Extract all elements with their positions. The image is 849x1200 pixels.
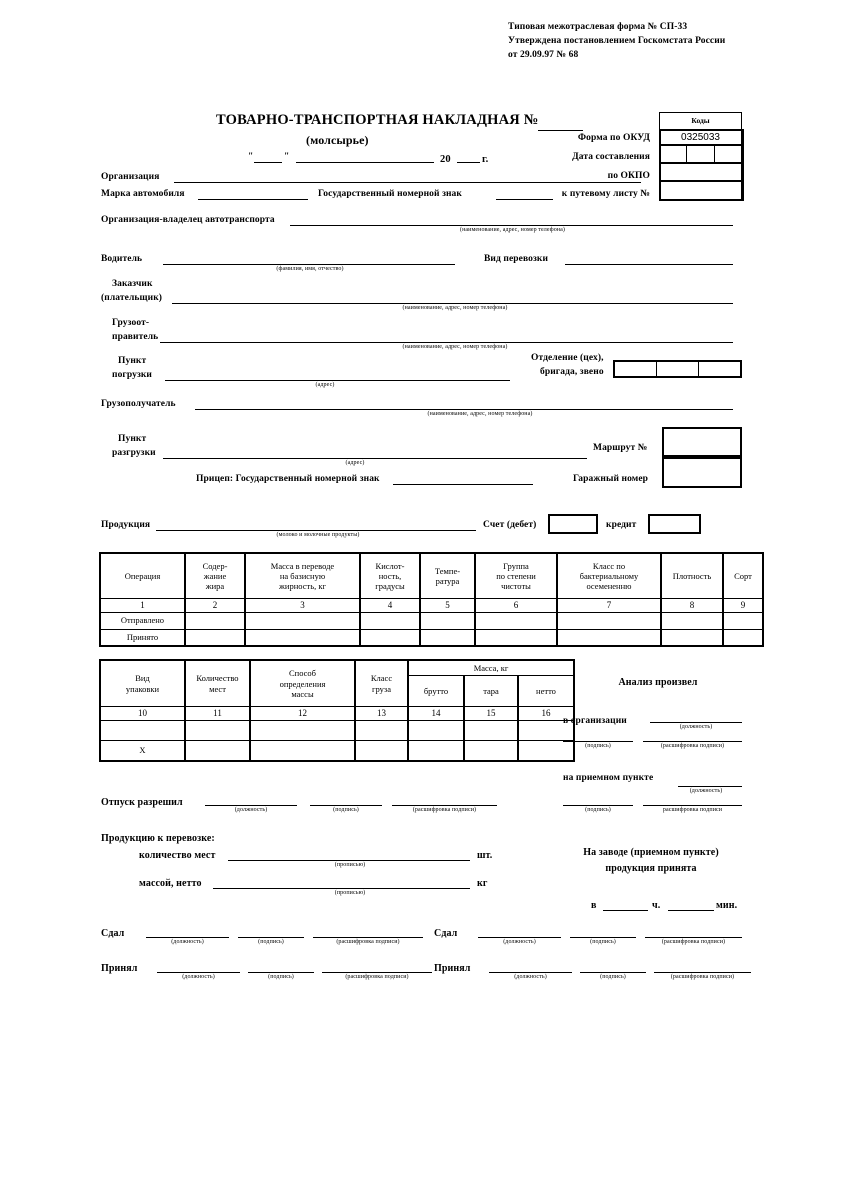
analysis-point-position-rule[interactable] bbox=[678, 786, 742, 787]
table-row[interactable] bbox=[100, 721, 574, 741]
cell[interactable] bbox=[420, 612, 475, 629]
transport-type-label: Вид перевозки bbox=[484, 254, 549, 264]
tn-15: 15 bbox=[464, 707, 518, 721]
tn-16: 16 bbox=[518, 707, 574, 721]
th-mass-group: Масса, кг bbox=[408, 660, 574, 676]
state-plate-label: Государственный номерной знак bbox=[318, 189, 462, 199]
cell[interactable] bbox=[557, 629, 661, 646]
cell[interactable] bbox=[185, 721, 250, 741]
packaging-table bbox=[99, 659, 575, 762]
date-cell-year[interactable] bbox=[715, 146, 742, 162]
okpo-label: по ОКПО bbox=[607, 171, 650, 181]
unloading-label-line2: разгрузки bbox=[112, 448, 156, 458]
operations-table-number-row bbox=[100, 598, 763, 612]
cargo-mass-input-rule[interactable] bbox=[213, 888, 470, 889]
product-input-rule[interactable] bbox=[156, 530, 476, 531]
signoff-right-received-position-hint: (должность) bbox=[514, 974, 547, 980]
department-cells[interactable] bbox=[613, 360, 742, 378]
signoff-left-received-decoding-hint: (расшифровка подписи) bbox=[345, 974, 409, 980]
release-position-rule[interactable] bbox=[205, 805, 297, 806]
cargo-mass-hint: (прописью) bbox=[334, 890, 366, 896]
date-cell-day[interactable] bbox=[659, 146, 687, 162]
cell[interactable] bbox=[661, 612, 723, 629]
accepted-hours-rule[interactable] bbox=[603, 910, 648, 911]
analysis-at-point-label: на приемном пункте bbox=[563, 773, 654, 783]
tn-5: 5 bbox=[420, 598, 475, 612]
signoff-right-received-decoding-rule[interactable] bbox=[654, 972, 751, 973]
release-signature-hint: (подпись) bbox=[333, 807, 359, 813]
th-acidity: Кислот- ность, градусы bbox=[360, 553, 420, 598]
date-day-rule bbox=[254, 162, 282, 163]
signoff-left-received-position-rule[interactable] bbox=[157, 972, 240, 973]
cell[interactable] bbox=[250, 741, 355, 761]
accepted-time-prefix: в bbox=[591, 900, 597, 911]
tn-7: 7 bbox=[557, 598, 661, 612]
garage-number-label: Гаражный номер bbox=[573, 474, 649, 484]
cell[interactable] bbox=[464, 721, 518, 741]
consignor-input-rule[interactable] bbox=[160, 342, 733, 343]
account-debit-cell[interactable] bbox=[548, 514, 598, 534]
cell[interactable] bbox=[408, 741, 464, 761]
consignor-hint: (наименование, адрес, номер телефона) bbox=[402, 344, 508, 350]
codes-table bbox=[659, 112, 742, 201]
driver-input-rule[interactable] bbox=[163, 264, 455, 265]
analysis-in-org-label: в организации bbox=[563, 716, 627, 726]
signoff-left-received-decoding-rule[interactable] bbox=[322, 972, 432, 973]
waybill-value-cell[interactable] bbox=[659, 182, 742, 201]
account-credit-cell[interactable] bbox=[648, 514, 701, 534]
date-cell-month[interactable] bbox=[687, 146, 715, 162]
packaging-mass-group-row bbox=[100, 660, 574, 676]
accepted-minutes-rule[interactable] bbox=[668, 910, 714, 911]
tn-4: 4 bbox=[360, 598, 420, 612]
cell[interactable] bbox=[723, 629, 763, 646]
cell[interactable] bbox=[360, 612, 420, 629]
table-row[interactable] bbox=[100, 612, 763, 629]
cell[interactable] bbox=[464, 741, 518, 761]
accepted-hours-label: ч. bbox=[652, 900, 661, 911]
cell[interactable] bbox=[185, 741, 250, 761]
row-label-blank[interactable] bbox=[100, 721, 185, 741]
loading-input-rule[interactable] bbox=[165, 380, 510, 381]
trailer-plate-input-rule[interactable] bbox=[393, 484, 533, 485]
signoff-left-received-signature-hint: (подпись) bbox=[268, 974, 294, 980]
customer-label-line1: Заказчик bbox=[112, 279, 153, 289]
analysis-point-position-hint: (должность) bbox=[689, 788, 723, 794]
analysis-org-signature-rule[interactable] bbox=[563, 741, 633, 742]
loading-label-line2: погрузки bbox=[112, 370, 153, 380]
okud-value: 0325033 bbox=[659, 129, 742, 146]
th-mass-method: Способ определения массы bbox=[250, 660, 355, 707]
state-plate-input-rule[interactable] bbox=[496, 199, 553, 200]
tn-6: 6 bbox=[475, 598, 557, 612]
signoff-right-handed-signature-hint: (подпись) bbox=[590, 939, 616, 945]
date-year-prefix: 20 bbox=[440, 154, 451, 165]
cell[interactable] bbox=[250, 721, 355, 741]
analysis-title: Анализ произвел bbox=[618, 677, 698, 688]
signoff-left-handed-signature-rule[interactable] bbox=[238, 937, 304, 938]
consignor-label-line1: Грузоот- bbox=[112, 318, 150, 328]
signoff-right-handed-signature-rule[interactable] bbox=[570, 937, 636, 938]
th-mass-tare: тара bbox=[464, 676, 518, 707]
cell[interactable] bbox=[408, 721, 464, 741]
driver-label: Водитель bbox=[101, 254, 143, 264]
release-decoding-hint: (расшифровка подписи) bbox=[412, 807, 477, 813]
signoff-left-handed-decoding-hint: (расшифровка подписи) bbox=[336, 939, 400, 945]
th-bacterial-class: Класс по бактериальному осемененню bbox=[557, 553, 661, 598]
th-mass-basis: Масса в переводе на базисную жирность, кг bbox=[245, 553, 360, 598]
transport-type-input-rule[interactable] bbox=[565, 264, 733, 265]
tn-3: 3 bbox=[245, 598, 360, 612]
owner-org-hint: (наименование, адрес, номер телефона) bbox=[460, 227, 565, 233]
unloading-label-line1: Пункт bbox=[118, 434, 147, 444]
customer-hint: (наименование, адрес, номер телефона) bbox=[402, 305, 508, 311]
release-signature-rule[interactable] bbox=[310, 805, 382, 806]
organization-input-rule[interactable] bbox=[174, 182, 641, 183]
th-fat-content: Содер- жание жира bbox=[185, 553, 245, 598]
th-grade: Сорт bbox=[723, 553, 763, 598]
cargo-mass-unit: кг bbox=[477, 878, 488, 889]
tn-10: 10 bbox=[100, 707, 185, 721]
route-value-cell[interactable] bbox=[662, 427, 742, 457]
analysis-point-decoding-hint: расшифровка подписи bbox=[662, 807, 723, 813]
okpo-value-cell[interactable] bbox=[659, 164, 742, 182]
analysis-point-signature-hint: (подпись) bbox=[585, 807, 611, 813]
unloading-hint: (адрес) bbox=[345, 460, 365, 466]
cargo-places-hint: (прописью) bbox=[334, 862, 366, 868]
cargo-places-unit: шт. bbox=[477, 850, 493, 861]
signoff-right-handed-decoding-rule[interactable] bbox=[645, 937, 742, 938]
form-header-line2: Утверждена постановлением Госкомстата России bbox=[508, 36, 726, 46]
signoff-right-handed-position-hint: (должность) bbox=[503, 939, 536, 945]
th-temperature: Темпе- ратура bbox=[420, 553, 475, 598]
date-quote-open: " bbox=[248, 152, 254, 162]
th-places-count: Количество мест bbox=[185, 660, 250, 707]
cell[interactable] bbox=[475, 629, 557, 646]
product-label: Продукция bbox=[101, 520, 151, 530]
department-label-line1: Отделение (цех), bbox=[531, 353, 604, 363]
tn-2: 2 bbox=[185, 598, 245, 612]
garage-number-cell[interactable] bbox=[662, 457, 742, 488]
account-credit-label: кредит bbox=[606, 520, 637, 530]
consignee-label: Грузополучатель bbox=[101, 399, 176, 409]
th-operation: Операция bbox=[100, 553, 185, 598]
driver-hint: (фамилия, имя, отчество) bbox=[276, 266, 344, 272]
cell[interactable] bbox=[557, 612, 661, 629]
row-label-sent: Отправлено bbox=[100, 612, 185, 629]
release-position-hint: (должность) bbox=[234, 807, 268, 813]
signoff-left-received-label: Принял bbox=[101, 963, 138, 974]
department-cell-2[interactable] bbox=[657, 362, 699, 376]
th-package-type: Вид упаковки bbox=[100, 660, 185, 707]
product-hint: (молоко и молочные продукты) bbox=[276, 532, 360, 538]
th-mass-net: нетто bbox=[518, 676, 574, 707]
codes-side-right bbox=[742, 129, 744, 201]
tn-11: 11 bbox=[185, 707, 250, 721]
date-quote-close: " bbox=[284, 152, 290, 162]
department-label-line2: бригада, звено bbox=[540, 367, 604, 377]
release-decoding-rule[interactable] bbox=[392, 805, 497, 806]
signoff-right-received-position-rule[interactable] bbox=[489, 972, 572, 973]
date-year-suffix: г. bbox=[482, 154, 489, 165]
owner-org-label: Организация-владелец автотранспорта bbox=[101, 215, 275, 225]
codes-caption: Коды bbox=[691, 116, 710, 125]
analysis-org-signature-hint: (подпись) bbox=[585, 743, 611, 749]
analysis-org-decoding-rule[interactable] bbox=[643, 741, 742, 742]
signoff-right-handed-decoding-hint: (расшифровка подписи) bbox=[661, 939, 726, 945]
date-year-rule bbox=[457, 162, 480, 163]
signoff-left-handed-position-hint: (должность) bbox=[171, 939, 204, 945]
unloading-input-rule[interactable] bbox=[163, 458, 587, 459]
th-mass-gross: брутто bbox=[408, 676, 464, 707]
cell[interactable] bbox=[245, 629, 360, 646]
tn-13: 13 bbox=[355, 707, 408, 721]
customer-input-rule[interactable] bbox=[172, 303, 733, 304]
form-header-line1: Типовая межотраслевая форма № СП-33 bbox=[508, 22, 688, 32]
analysis-point-decoding-rule[interactable] bbox=[643, 805, 742, 806]
signoff-left-handed-signature-hint: (подпись) bbox=[258, 939, 284, 945]
cell[interactable] bbox=[475, 612, 557, 629]
signoff-left-handed-decoding-rule[interactable] bbox=[313, 937, 423, 938]
tn-1: 1 bbox=[100, 598, 185, 612]
analysis-org-decoding-hint: (расшифровка подписи) bbox=[660, 743, 725, 749]
table-row[interactable] bbox=[100, 741, 574, 761]
department-cell-1[interactable] bbox=[615, 362, 657, 376]
signoff-left-received-position-hint: (должность) bbox=[182, 974, 215, 980]
date-compiled-label: Дата составления bbox=[572, 152, 650, 162]
page-title: ТОВАРНО-ТРАНСПОРТНАЯ НАКЛАДНАЯ № bbox=[216, 112, 539, 128]
accepted-line2: продукция принята bbox=[605, 863, 697, 874]
cargo-places-input-rule[interactable] bbox=[228, 860, 470, 861]
customer-label-line2: (плательщик) bbox=[101, 293, 163, 303]
accepted-line1: На заводе (приемном пункте) bbox=[583, 847, 719, 858]
cell[interactable] bbox=[185, 629, 245, 646]
car-brand-label: Марка автомобиля bbox=[101, 189, 185, 199]
date-month-rule bbox=[296, 162, 434, 163]
consignor-label-line2: правитель bbox=[112, 332, 159, 342]
date-compiled-cells[interactable] bbox=[659, 146, 742, 164]
signoff-left-handed-position-rule[interactable] bbox=[146, 937, 229, 938]
account-debit-label: Счет (дебет) bbox=[483, 520, 537, 530]
th-density: Плотность bbox=[661, 553, 723, 598]
row-label-received: Принято bbox=[100, 629, 185, 646]
waybill-label: к путевому листу № bbox=[561, 189, 650, 199]
owner-org-input-rule[interactable] bbox=[290, 225, 733, 226]
trailer-plate-label: Прицеп: Государственный номерной знак bbox=[196, 474, 380, 484]
route-label: Маршрут № bbox=[593, 443, 648, 453]
loading-hint: (адрес) bbox=[315, 382, 335, 388]
organization-label: Организация bbox=[101, 172, 160, 182]
analysis-org-position-rule[interactable] bbox=[650, 722, 742, 723]
consignee-hint: (наименование, адрес, номер телефона) bbox=[427, 411, 533, 417]
page-subtitle: (молсырье) bbox=[306, 133, 369, 147]
cell[interactable] bbox=[355, 721, 408, 741]
tn-12: 12 bbox=[250, 707, 355, 721]
th-purity-group: Группа по степени чистоты bbox=[475, 553, 557, 598]
cargo-title: Продукцию к перевозке: bbox=[101, 833, 215, 844]
cell[interactable] bbox=[245, 612, 360, 629]
okud-label: Форма по ОКУД bbox=[577, 133, 650, 143]
signoff-left-handed-label: Сдал bbox=[101, 928, 125, 939]
tn-9: 9 bbox=[723, 598, 763, 612]
consignee-input-rule[interactable] bbox=[195, 409, 733, 410]
tn-14: 14 bbox=[408, 707, 464, 721]
signoff-right-received-signature-hint: (подпись) bbox=[600, 974, 626, 980]
operations-table bbox=[99, 552, 764, 647]
cell[interactable] bbox=[185, 612, 245, 629]
loading-label-line1: Пункт bbox=[118, 356, 147, 366]
table-row[interactable] bbox=[100, 629, 763, 646]
cell[interactable] bbox=[360, 629, 420, 646]
row-label-x: X bbox=[100, 741, 185, 761]
release-label: Отпуск разрешил bbox=[101, 797, 183, 808]
packaging-table-number-row bbox=[100, 707, 574, 721]
operations-table-header-row bbox=[100, 553, 763, 598]
accepted-minutes-label: мин. bbox=[716, 900, 738, 911]
cell[interactable] bbox=[420, 629, 475, 646]
tn-8: 8 bbox=[661, 598, 723, 612]
department-cell-3[interactable] bbox=[699, 362, 740, 376]
cell[interactable] bbox=[355, 741, 408, 761]
signoff-right-received-decoding-hint: (расшифровка подписи) bbox=[670, 974, 735, 980]
analysis-org-position-hint: (должность) bbox=[679, 724, 713, 730]
cargo-places-label: количество мест bbox=[139, 850, 216, 861]
cell[interactable] bbox=[723, 612, 763, 629]
th-cargo-class: Класс груза bbox=[355, 660, 408, 707]
signoff-left-received-signature-rule[interactable] bbox=[248, 972, 314, 973]
title-number-rule bbox=[538, 130, 583, 131]
signoff-right-received-signature-rule[interactable] bbox=[580, 972, 646, 973]
signoff-right-received-label: Принял bbox=[434, 963, 471, 974]
analysis-point-signature-rule[interactable] bbox=[563, 805, 633, 806]
signoff-right-handed-label: Сдал bbox=[434, 928, 458, 939]
signoff-right-handed-position-rule[interactable] bbox=[478, 937, 561, 938]
cargo-mass-label: массой, нетто bbox=[139, 878, 202, 889]
form-header-line3: от 29.09.97 № 68 bbox=[508, 50, 579, 60]
car-brand-input-rule[interactable] bbox=[198, 199, 308, 200]
cell[interactable] bbox=[661, 629, 723, 646]
